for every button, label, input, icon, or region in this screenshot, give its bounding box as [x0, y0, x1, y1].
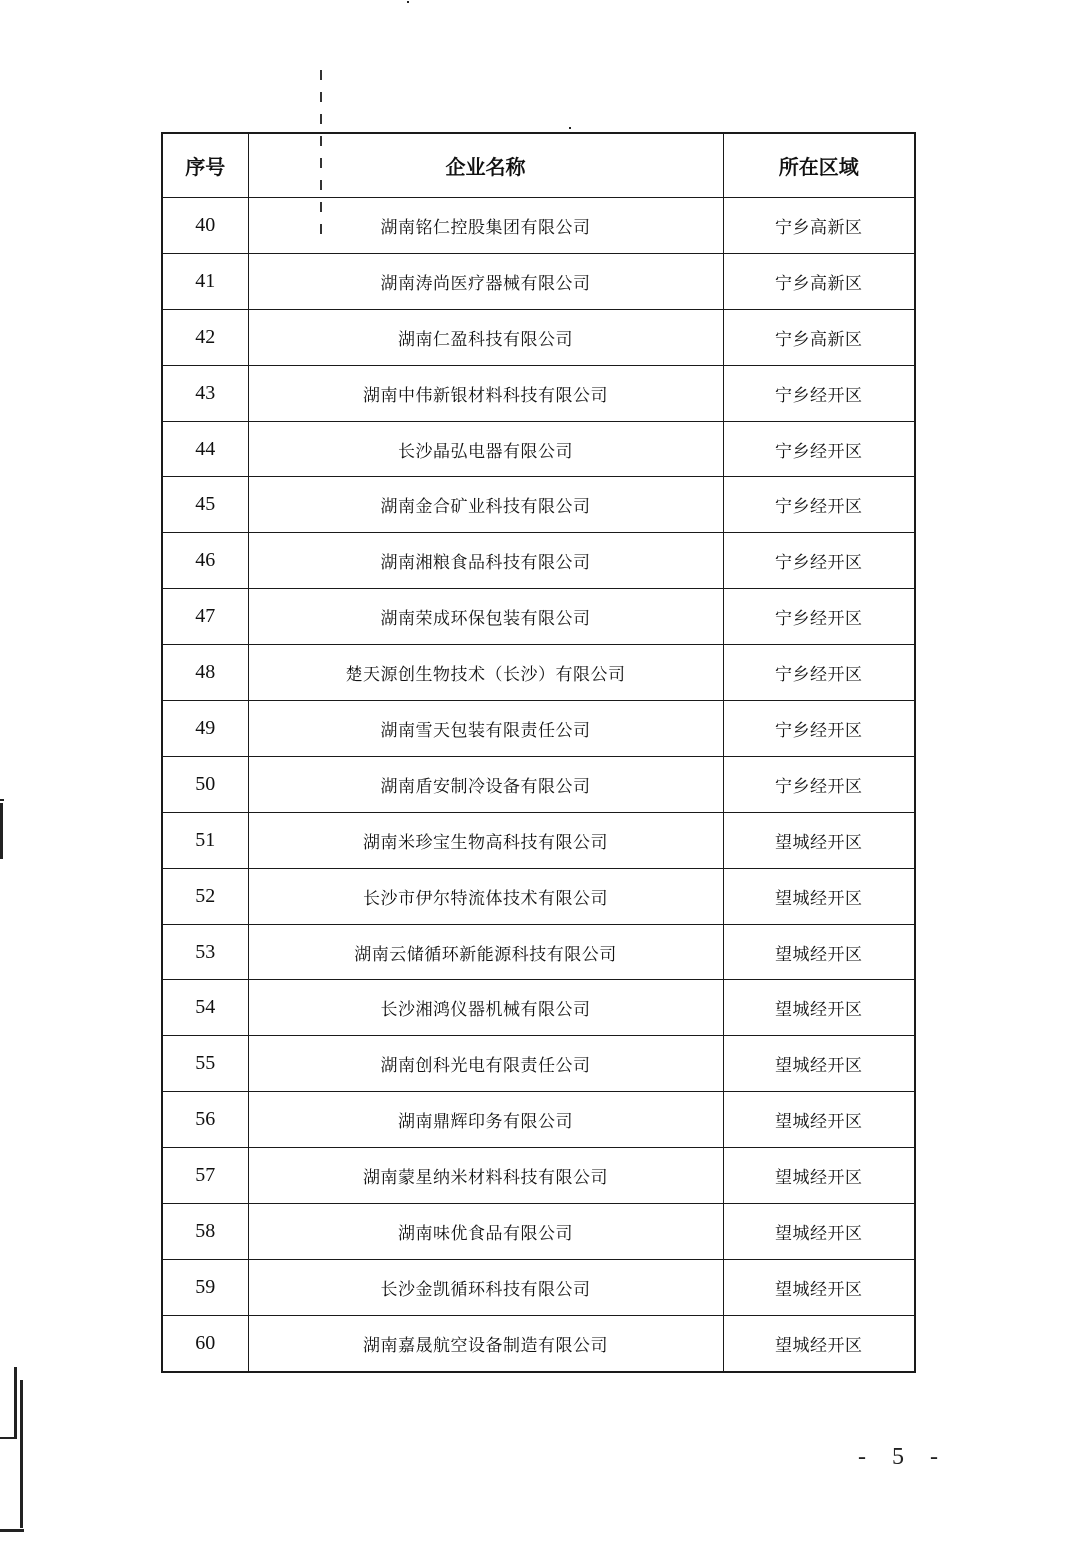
- table-row: [162, 309, 915, 365]
- row-company-name: 长沙市伊尔特流体技术有限公司: [248, 868, 723, 924]
- row-region: 宁乡经开区: [723, 589, 915, 645]
- scan-artifact-binding-mark: [14, 1367, 17, 1439]
- table-row: [162, 1148, 915, 1204]
- row-index: 60: [162, 1315, 248, 1371]
- table-row: [162, 812, 915, 868]
- row-region: 宁乡经开区: [723, 533, 915, 589]
- scan-artifact-binding-mark: [0, 1437, 16, 1439]
- scan-artifact-binding-mark: [0, 1529, 24, 1532]
- row-company-name: 长沙湘鸿仪器机械有限公司: [248, 980, 723, 1036]
- row-company-name: 湖南雪天包装有限责任公司: [248, 701, 723, 757]
- row-region: 望城经开区: [723, 1315, 915, 1371]
- row-company-name: 湖南金合矿业科技有限公司: [248, 477, 723, 533]
- table-row: [162, 421, 915, 477]
- row-region: 宁乡经开区: [723, 701, 915, 757]
- table-header-row: [162, 133, 915, 198]
- row-region: 宁乡高新区: [723, 309, 915, 365]
- table-row: [162, 1036, 915, 1092]
- scan-artifact-margin-mark: [0, 799, 4, 801]
- row-company-name: 湖南云储循环新能源科技有限公司: [248, 924, 723, 980]
- row-index: 56: [162, 1092, 248, 1148]
- row-company-name: 长沙晶弘电器有限公司: [248, 421, 723, 477]
- table-row: [162, 477, 915, 533]
- row-company-name: 湖南创科光电有限责任公司: [248, 1036, 723, 1092]
- row-index: 43: [162, 365, 248, 421]
- table-row: [162, 253, 915, 309]
- table-row: [162, 980, 915, 1036]
- row-region: 宁乡经开区: [723, 421, 915, 477]
- table-row: [162, 533, 915, 589]
- row-index: 48: [162, 645, 248, 701]
- table-row: [162, 756, 915, 812]
- row-company-name: 湖南荣成环保包装有限公司: [248, 589, 723, 645]
- row-company-name: 湖南味优食品有限公司: [248, 1204, 723, 1260]
- row-company-name: 湖南湘粮食品科技有限公司: [248, 533, 723, 589]
- header-company-name: 企业名称: [248, 133, 723, 198]
- row-index: 54: [162, 980, 248, 1036]
- row-index: 59: [162, 1259, 248, 1315]
- page-number: - 5 -: [858, 1444, 948, 1470]
- company-list-table: [161, 132, 916, 1373]
- row-index: 58: [162, 1204, 248, 1260]
- row-region: 望城经开区: [723, 1148, 915, 1204]
- row-region: 宁乡高新区: [723, 198, 915, 254]
- table-row: [162, 198, 915, 254]
- row-region: 宁乡经开区: [723, 645, 915, 701]
- row-index: 52: [162, 868, 248, 924]
- table-row: [162, 645, 915, 701]
- row-region: 望城经开区: [723, 1259, 915, 1315]
- scan-artifact-binding-mark: [20, 1380, 23, 1528]
- row-company-name: 湖南仁盈科技有限公司: [248, 309, 723, 365]
- table-row: [162, 701, 915, 757]
- row-company-name: 湖南蒙星纳米材料科技有限公司: [248, 1148, 723, 1204]
- row-region: 望城经开区: [723, 924, 915, 980]
- table-row: [162, 589, 915, 645]
- row-index: 42: [162, 309, 248, 365]
- row-index: 53: [162, 924, 248, 980]
- row-region: 望城经开区: [723, 1092, 915, 1148]
- row-company-name: 湖南中伟新银材料科技有限公司: [248, 365, 723, 421]
- row-company-name: 湖南嘉晟航空设备制造有限公司: [248, 1315, 723, 1371]
- scan-artifact-margin-mark: [0, 803, 3, 859]
- row-region: 望城经开区: [723, 1204, 915, 1260]
- row-region: 宁乡高新区: [723, 253, 915, 309]
- row-company-name: 湖南米珍宝生物高科技有限公司: [248, 812, 723, 868]
- row-index: 46: [162, 533, 248, 589]
- table-row: [162, 365, 915, 421]
- row-index: 50: [162, 756, 248, 812]
- row-region: 宁乡经开区: [723, 477, 915, 533]
- row-index: 57: [162, 1148, 248, 1204]
- row-region: 望城经开区: [723, 812, 915, 868]
- table-row: [162, 1315, 915, 1371]
- row-index: 51: [162, 812, 248, 868]
- row-company-name: 湖南盾安制冷设备有限公司: [248, 756, 723, 812]
- row-index: 44: [162, 421, 248, 477]
- row-index: 47: [162, 589, 248, 645]
- table-row: [162, 868, 915, 924]
- row-company-name: 湖南鼎辉印务有限公司: [248, 1092, 723, 1148]
- row-index: 40: [162, 198, 248, 254]
- scan-artifact-dot: [569, 127, 571, 129]
- table-row: [162, 1259, 915, 1315]
- table-row: [162, 924, 915, 980]
- row-region: 望城经开区: [723, 980, 915, 1036]
- table-row: [162, 1092, 915, 1148]
- row-region: 望城经开区: [723, 868, 915, 924]
- row-company-name: 湖南铭仁控股集团有限公司: [248, 198, 723, 254]
- row-region: 望城经开区: [723, 1036, 915, 1092]
- row-index: 55: [162, 1036, 248, 1092]
- row-region: 宁乡经开区: [723, 365, 915, 421]
- row-index: 49: [162, 701, 248, 757]
- table-row: [162, 1204, 915, 1260]
- row-index: 45: [162, 477, 248, 533]
- row-company-name: 楚天源创生物技术（长沙）有限公司: [248, 645, 723, 701]
- header-index: 序号: [162, 133, 248, 198]
- row-company-name: 长沙金凯循环科技有限公司: [248, 1259, 723, 1315]
- scan-artifact-dot: [407, 1, 409, 3]
- row-region: 宁乡经开区: [723, 756, 915, 812]
- row-company-name: 湖南涛尚医疗器械有限公司: [248, 253, 723, 309]
- row-index: 41: [162, 253, 248, 309]
- header-region: 所在区域: [723, 133, 915, 198]
